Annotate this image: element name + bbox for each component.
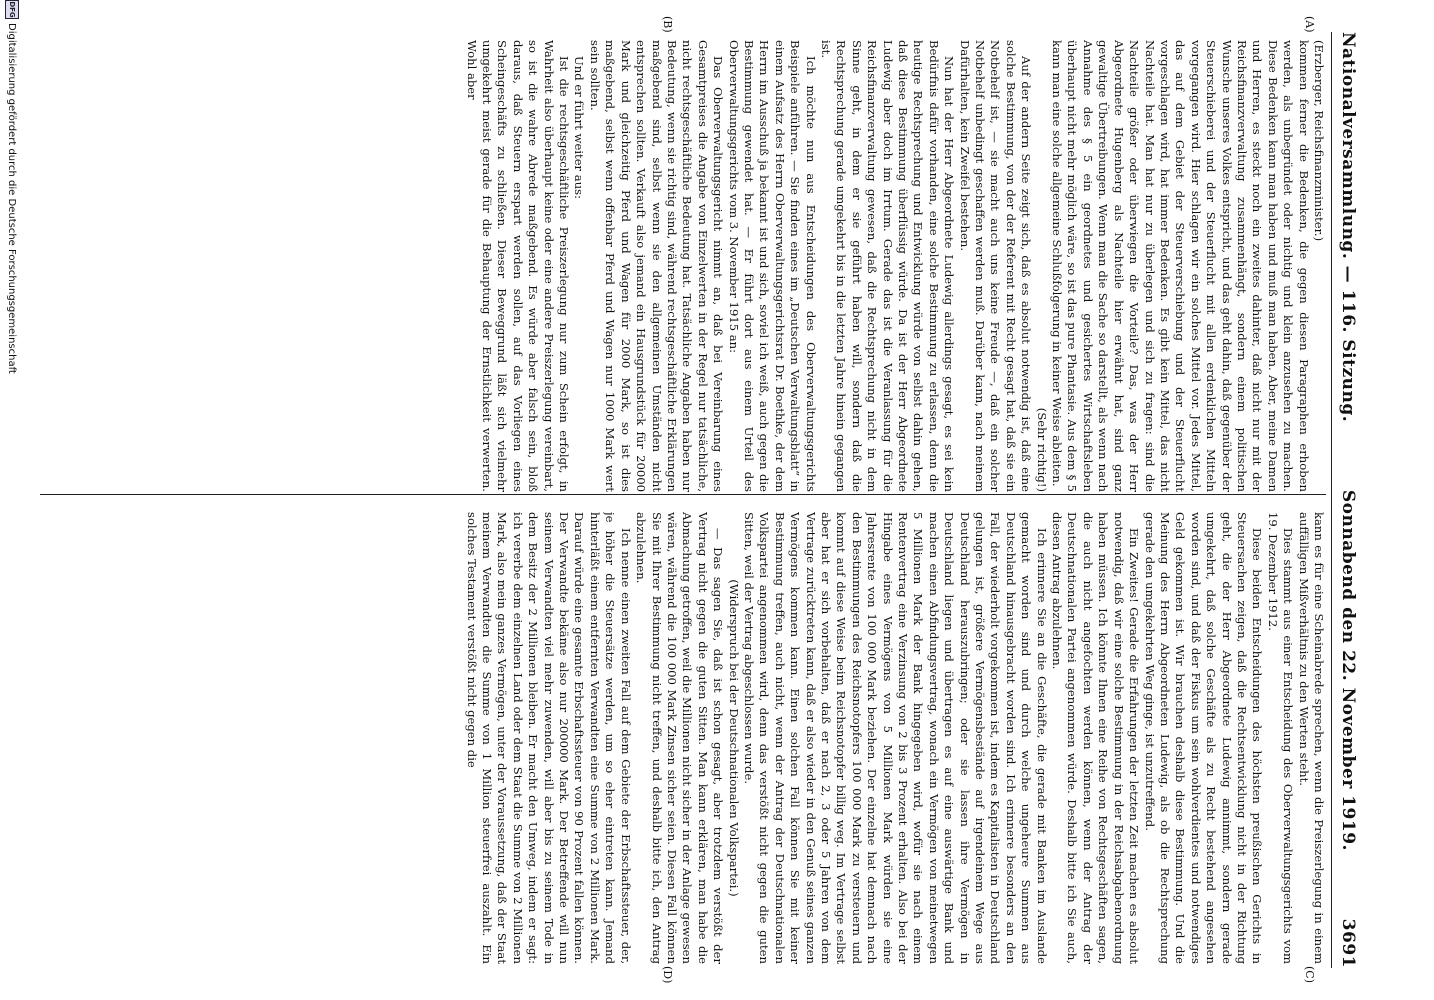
page-number: 3691	[1338, 918, 1358, 968]
margin-mark-b: (B)	[661, 16, 674, 33]
paragraph: Ein Zweites! Gerade die Erfahrungen der letzten Zeit machen es absolut notwendig, daß wir eine solche Bestimmung in der Reichsabgabenordnung haben müssen. Ich könnte Ihnen eine Reihe von Rechtsgeschäften sagen, die auch nicht angefochten werden können, wenn der Antrag der Deutschnationalen Partei angenommen würde. Deshalb bitte ich Sie auch, diesen Antrag abzulehnen.	[1050, 512, 1142, 964]
paragraph: kommen ferner die Bedenken, die gegen diesen Paragraphen erhoben werden, als unbegründet oder nichtig und klein anzusehen zu machen. Diese Bedenken kann man haben und muß man haben. Aber, meine Damen und Herren, es steckt noch ein zweites dahinter, daß nicht nur mit der Reichsfinanzverwaltung zusammenhängt, sondern einem politischen Wunsche unseres Volkes entspricht, und das geht dahin, daß gegenüber der Steuerschieberei und der Steuerflucht mit allen erdenklichen Mitteln vorgegangen wird. Hier schlagen wir ein solches Mittel vor. Jedes Mittel, das auf dem Gebiet der Steuerverschiebung und der Steuerflucht vorgeschlagen wird, hat immer Bedenken. Es gibt kein Mittel, das nicht Nachteile hat. Man hat nur zu überlegen und sich zu fragen: sind die Nachteile größer oder überwiegen die Vorteile? Das, was der Herr Abgeordnete Hugenberg als Nachteile hier erwähnt hat, sind ganz gewaltige Übertreibungen. Wenn man die Sache so darstellt, als wenn nach Annahme des § 5 ein geordnetes und gesichertes Wirtschaftsleben überhaupt nicht mehr möglich wäre, so ist das pure Phantasie. Aus dem § 5 kann man eine solche allgemeine Schlußfolgerung in keiner Weise ableiten.	[1050, 40, 1311, 492]
paragraph: Und er führt weiter aus:	[572, 56, 587, 200]
header-rule	[1331, 32, 1332, 968]
paragraph: Ich erinnere Sie an die Geschäfte, die gerade mit Banken im Auslande gemacht worden sind und durch welche ungeheure Summen aus Deutschland hinausgebracht worden sind. Ich erinnere besonders an den Fall, der wiederholt vorgekommen ist, indem es Kapitalisten in Deutschland gelungen ist, größere Vermögensbestände auf irgendeinem Wege aus Deutschland herauszubringen; oder sie lassen ihre Vermögen in Deutschland liegen und übertragen es auf eine auswärtige Bank und machen einen Abfindungsvertrag, wonach ein Vermögen von meinetwegen 5 Millionen Mark der Bank hingegeben wird, wofür sie nach einem Rentenvertrag eine Verzinsung von 2 bis 3 Prozent erhalten. Also bei der Hingabe eines Vermögens von 5 Millionen Mark würden sie eine Jahresrente von 100 000 Mark beziehen. Der einzelne hat demnach nach den Bestimmungen des Reichsnotopfers 100 000 Mark zu versteuern und kommt auf diese Weise beim Reichsnotopfer billig weg. Im Vertrage selbst aber hat er sich vorbehalten, daß er nach 2, 3 oder 5 Jahren von dem Vertrage zurücktreten kann, daß er also wieder in den Genuß seines ganzen Vermögens kommen kann. Einen solchen Fall können Sie mit keiner Bestimmung treffen, auch nicht, wenn der Antrag der Deutschnationalen Volkspartei angenommen wird, denn das verstößt nicht gegen die guten Sitten, weil der Vertrag abgeschlossen wurde.	[741, 512, 1049, 964]
paragraph: Ich nenne einen zweiten Fall auf dem Gebiete der Erbschaftssteuer, der, je höher die Steuersätze werden, um so eher eintreten kann. Jemand hinterläßt einem entfernten Verwandten eine Summe von 2 Millionen Mark. Darauf würde eine gesamte Erbschaftssteuer von 90 Prozent fallen können. Der Verwandte bekäme also nur 200000 Mark. Der Betreffende will nun seinem Verwandten viel mehr zuwenden, will aber bis zu seinem Tode in dem Besitz der 2 Millionen bleiben. Er macht den Umweg, indem er sagt: ich vererbe dem einzelnen Land oder dem Staat die Summe von 2 Millionen Mark, also mein ganzes Vermögen, unter der Voraussetzung, daß der Staat meinem Verwandten die Summe von 1 Million steuerfrei auszahlt. Ein solches Testament verstößt nicht gegen die	[464, 512, 633, 964]
margin-mark-d: (D)	[661, 966, 674, 984]
margin-mark-c: (C)	[1303, 966, 1316, 983]
paragraph: Dies stammt aus einer Entscheidung des Oberverwaltungsgerichts vom 19. Dezember 1912.	[1265, 512, 1296, 964]
paragraph: Diese beiden Entscheidungen des höchsten preußischen Gerichts in Steuersachen zeigen, daß die Rechtsentwicklung nicht in der Richtung geht, die der Herr Abgeordnete Ludewig annimmt, sondern gerade umgekehrt, daß solche Geschäfte als zu Recht bestehend angesehen worden sind, und daß der Fiskus um sein wohlverdientes und notwendiges Geld gekommen ist. Wir brauchen deshalb diese Bestimmung. Und die Meinung des Herrn Abgeordneten Ludewig, als ob die Rechtsprechung gerade den umgekehrten Weg ginge, ist unzutreffend.	[1142, 512, 1265, 964]
margin-mark-a: (A)	[1303, 16, 1316, 33]
paragraph: Ich möchte nun aus Entscheidungen des Oberverwaltungsgerichts Beispiele anführen. — Sie finden eines im „Deutschen Verwaltungsblatt“ in einem Aufsatz des Herrn Oberverwaltungsgerichtsrat Dr. Boethke, der dem Herrn im Ausschuß ja bekannt ist und sich, soviel ich weiß, auch gegen die Bestimmung gewendet hat. — Er führt dort aus einem Urteil des Oberverwaltungsgerichts vom 3. November 1915 an:	[726, 40, 818, 492]
left-column	[40, 40, 1326, 492]
quote-paragraph: kann es für eine Scheinabrede sprechen, wenn die Preiszerlegung in einem auffälligen Mißverhältnis zu den Werten steht.	[1296, 512, 1326, 964]
interjection-note: (Widerspruch bei der Deutschnationalen Volkspartei.)	[726, 579, 741, 897]
right-column	[40, 512, 1326, 964]
paragraph: Nun hat der Herr Abgeordnete Ludewig allerdings gesagt, es sei kein Bedürfnis dafür vorhanden, eine solche Bestimmung zu erlassen, denn die heutige Rechtsprechung und Entwicklung würde von selbst dahin gehen, daß diese Bestimmung überflüssig würde. Da ist der Herr Abgeordnete Ludewig aber doch im Irrtum. Gerade das ist die Veranlassung für die Reichsfinanzverwaltung gewesen, daß die Rechtsprechung nicht in dem Sinne geht, in dem er sie geführt haben will, sondern daß die Rechtsprechung gerade umgekehrt bis in die letzten Jahre hinein gegangen ist.	[819, 40, 957, 492]
quote-paragraph: Das Oberverwaltungsgericht nimmt an, daß bei Vereinbarung eines Gesamtpreises die Angabe von Einzelwerten in der Regel nur tatsächliche, nicht rechtsgeschäftliche Bedeutung hat. Tatsächliche Angaben haben nur Bedeutung, wenn sie richtig sind, während rechtsgeschäftliche Erklärungen maßgebend sind, selbst wenn sie den allgemeinen Umständen nicht entsprechen sollten. Verkauft also jemand ein Hausgrundstück für 20000 Mark und gleichzeitig Pferd und Wagen für 2000 Mark, so ist dies maßgebend, selbst wenn offenbar Pferd und Wagen nur 1000 Mark wert sein sollten.	[587, 40, 726, 492]
applause-note: (Sehr richtig!)	[1034, 407, 1049, 492]
speaker-label: (Erzberger, Reichsfinanzminister.)	[1312, 40, 1326, 242]
header-right: Sonnabend den 22. November 1919.	[1338, 489, 1358, 851]
footer-credit	[2, 0, 22, 1000]
header-left: Nationalversammlung. — 116. Sitzung.	[1338, 32, 1358, 423]
dfg-logo-icon: DFG	[5, 0, 19, 19]
paragraph: — Das sagen Sie, daß ist schon gesagt, aber trotzdem verstößt der Vertrag nicht gegen die guten Sitten. Man kann erklären, man habe die Abmachung getroffen, weil die Millionen nicht sicher in der Anlage gewesen wären, während die 100 000 Mark Zinsen sicher seien. Diesen Fall können Sie mit Ihrer Bestimmung nicht treffen, und deshalb bitte ich, den Antrag abzulehnen.	[634, 512, 726, 964]
paragraph: Auf der andern Seite zeigt sich, daß es absolut notwendig ist, daß eine solche Bestimmung, von der der Referent mit Recht gesagt hat, daß sie ein Notbehelf ist, — sie macht auch uns keine Freude —, daß ein solcher Notbehelf unbedingt geschaffen werden muß. Darüber kann, nach meinem Dafürhalten, kein Zweifel bestehen.	[957, 40, 1034, 492]
column-divider	[40, 494, 1326, 495]
page-header	[1334, 32, 1362, 968]
quote-paragraph: Ist die rechtsgeschäftliche Preiszerlegung nur zum Schein erfolgt, in Wahrheit also überhaupt keine oder eine andere Preiszerlegung vereinbart, so ist die wahre Abrede maßgebend. Es würde aber falsch sein, bloß daraus, daß Steuern erspart werden sollen, auf das Vorliegen eines Scheingeschäfts zu schließen. Dieser Beweggrund läßt sich vielmehr umgekehrt meist gerade für die Behauptung der Ernstlichkeit verwerten. Wohl aber	[464, 40, 572, 492]
footer-credit-text: Digitalisierung gefördert durch die Deutsche Forschungsgemeinschaft	[6, 23, 18, 374]
